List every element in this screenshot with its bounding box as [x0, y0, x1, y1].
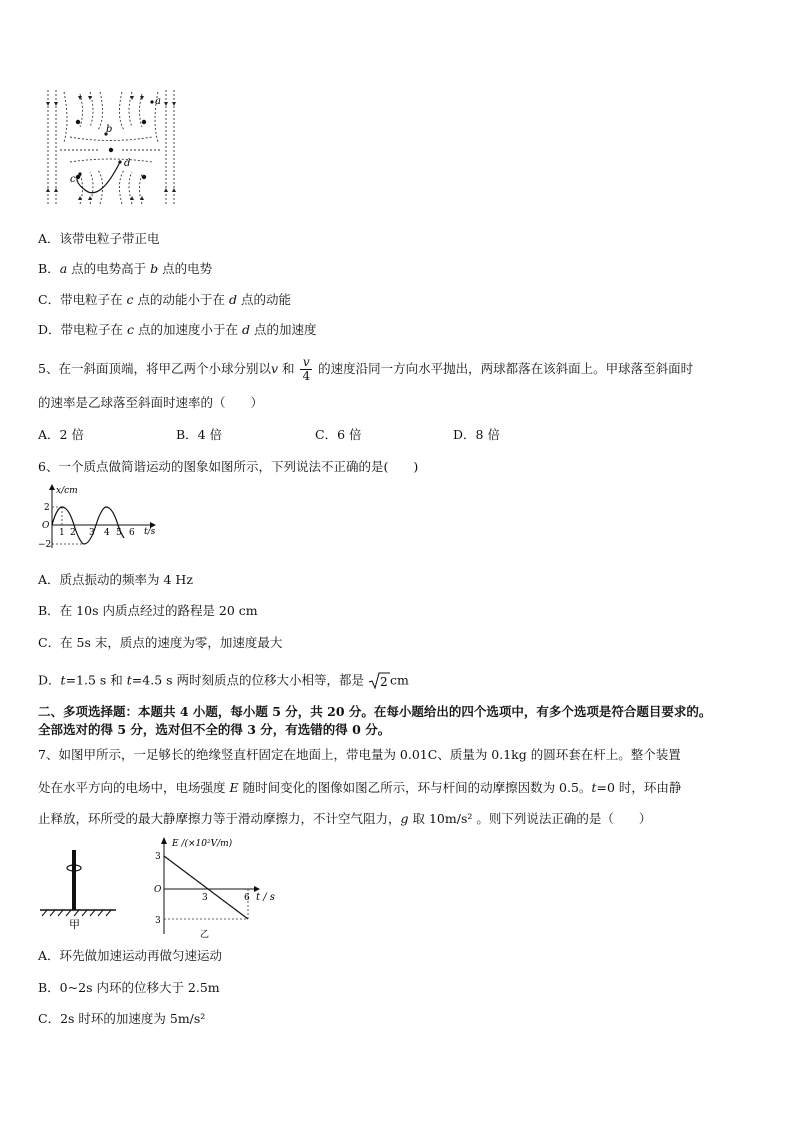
q7-option-b: B．0~2s 内环的位移大于 2.5m — [38, 980, 220, 995]
q4-option-b: B．a 点的电势高于 b 点的电势 — [38, 261, 213, 276]
q6-option-c: C．在 5s 末，质点的速度为零，加速度最大 — [38, 635, 283, 650]
e-tick-bottom: 3 — [155, 916, 161, 926]
label-a: a — [155, 96, 161, 107]
x-tick-4: 4 — [104, 528, 110, 538]
q7-figure-jia — [38, 846, 120, 930]
t-tick-3: 3 — [202, 893, 208, 903]
x-tick-1: 1 — [59, 528, 65, 538]
q6-option-b: B．在 10s 内质点经过的路程是 20 cm — [38, 603, 258, 618]
q4-option-a: A．该带电粒子带正电 — [38, 231, 160, 246]
t-tick-6: 6 — [244, 893, 250, 903]
y-axis-label: x/cm — [56, 486, 78, 496]
q7-option-a: A．环先做加速运动再做匀速运动 — [38, 948, 223, 963]
label-d: d — [124, 158, 131, 169]
q6-option-a: A．质点振动的频率为 4 Hz — [38, 572, 193, 587]
x-tick-2: 2 — [70, 528, 76, 538]
q6-shm-graph — [34, 482, 164, 554]
e-axis-title: E /(×10²V/m) — [172, 839, 233, 849]
q4-option-c: C．带电粒子在 c 点的动能小于在 d 点的动能 — [38, 292, 292, 307]
label-c: c — [70, 174, 76, 185]
x-axis-label: t/s — [144, 527, 156, 537]
x-tick-3: 3 — [89, 528, 95, 538]
q7-stem-line1: 7、如图甲所示，一足够长的绝缘竖直杆固定在地面上，带电量为 0.01C、质量为 0.1kg 的圆环套在杆上。整个装置 — [38, 747, 681, 762]
q7-stem-line2: 处在水平方向的电场中，电场强度 E 随时间变化的图像如图乙所示，环与杆间的动摩擦因数为 0.5。t=0 时，环由静 — [38, 780, 682, 795]
q4-option-d: D．带电粒子在 c 点的加速度小于在 d 点的加速度 — [38, 322, 317, 337]
q5-stem-line1: 5、在一斜面顶端，将甲乙两个小球分别以v 和 $\frac{v}{4}$ 的速度沿同一方向水平抛出，两球都落在该斜面上。甲球落至斜面时 — [38, 355, 694, 383]
caption-yi: 乙 — [200, 930, 210, 940]
sqrt-2 — [368, 672, 390, 690]
origin-label: O — [42, 521, 50, 531]
q5-option-b: B．4 倍 — [176, 427, 223, 442]
section2-heading-line1: 二、多项选择题：本题共 4 小题，每小题 5 分，共 20 分。在每小题给出的四个选项中，有多个选项是符合题目要求的。 — [38, 704, 712, 719]
q5-option-d: D．8 倍 — [453, 427, 500, 442]
fraction-v-over-4: $\frac{v}{4}$ — [302, 355, 311, 383]
q7-stem-line3: 止释放，环所受的最大静摩擦力等于滑动摩擦力，不计空气阻力，g 取 10m/s² 。则下列说法正确的是（ ） — [38, 811, 652, 826]
q5-stem-line2: 的速率是乙球落至斜面时速率的（ ） — [38, 395, 264, 410]
q5-option-a: A．2 倍 — [38, 427, 84, 442]
x-tick-5: 5 — [116, 528, 122, 538]
caption-jia: 甲 — [69, 918, 80, 930]
t-axis-label: t / s — [256, 892, 275, 903]
y-tick-2: 2 — [44, 503, 50, 513]
label-b: b — [106, 124, 113, 135]
e-origin: O — [154, 885, 162, 895]
x-tick-6: 6 — [129, 528, 135, 538]
q6-option-d: D．t=1.5 s 和 t=4.5 s 两时刻质点的位移大小相等，都是 2 cm — [38, 672, 409, 689]
section2-heading-line2: 全部选对的得 5 分，选对但不全的得 3 分，有选错的得 0 分。 — [38, 722, 391, 737]
svg-text:2: 2 — [380, 675, 388, 689]
q5-option-c: C．6 倍 — [315, 427, 362, 442]
electric-field-figure — [40, 82, 182, 214]
e-tick-top: 3 — [155, 852, 161, 862]
y-tick-neg2: −2 — [38, 540, 52, 550]
q7-figure-yi — [148, 834, 288, 940]
q6-stem: 6、一个质点做简谐运动的图象如图所示，下列说法不正确的是( ) — [38, 459, 419, 474]
q7-option-c: C．2s 时环的加速度为 5m/s² — [38, 1011, 206, 1026]
